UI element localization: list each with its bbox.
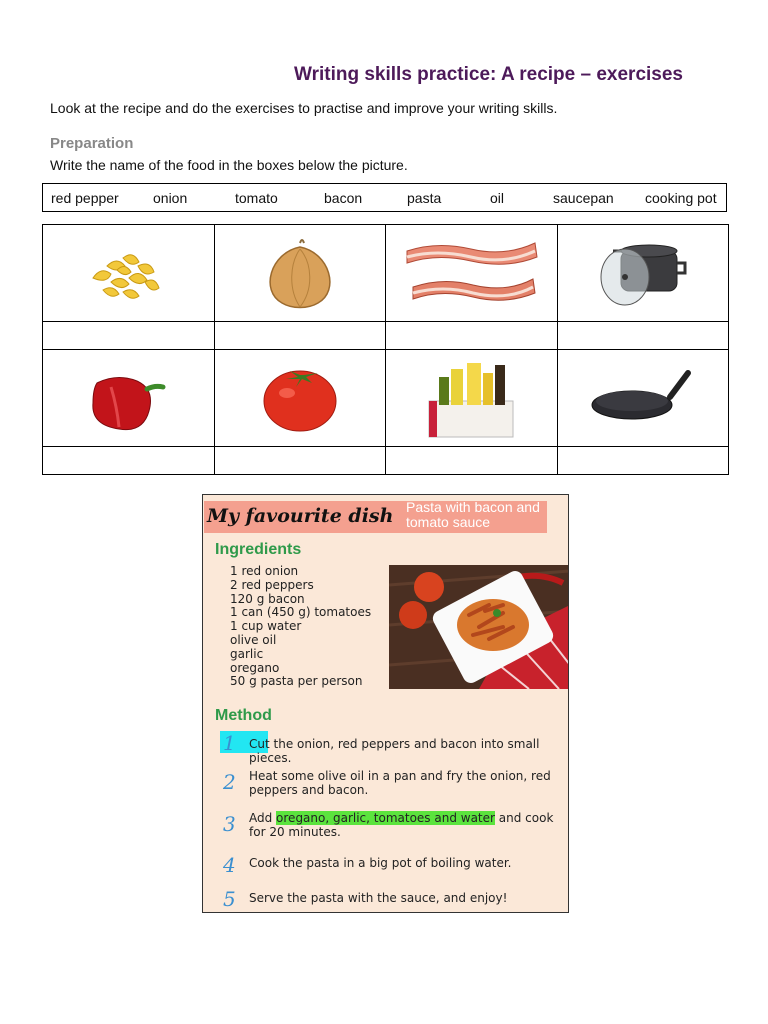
saucepan-picture [557, 350, 729, 447]
bacon-picture [386, 225, 558, 322]
intro-text: Look at the recipe and do the exercises to practise and improve your writing skills. [50, 100, 558, 116]
step-highlight-text: Cut [249, 737, 270, 751]
ingredient-item: olive oil [230, 632, 277, 647]
step-number-1: 1 [223, 731, 236, 755]
step-number-2: 2 [223, 770, 236, 794]
method-step-5: Serve the pasta with the sauce, and enjoy! [249, 891, 508, 905]
recipe-heading: My favourite dish [207, 505, 394, 527]
word-red-pepper: red pepper [51, 190, 119, 206]
section-heading: Preparation [50, 135, 134, 152]
word-bank [42, 183, 727, 212]
tomato-picture [214, 350, 386, 447]
answer-box[interactable] [214, 322, 386, 350]
step-highlight-text: oregano, garlic, tomatoes and water [276, 811, 495, 825]
instruction-text: Write the name of the food in the boxes below the picture. [50, 157, 408, 173]
step-text: Add [249, 811, 277, 825]
onion-picture [214, 225, 386, 322]
dish-name: Pasta with bacon and tomato sauce [406, 499, 540, 530]
recipe-card [202, 494, 569, 913]
word-pasta: pasta [407, 190, 442, 206]
word-onion: onion [153, 190, 188, 206]
method-heading: Method [215, 707, 272, 724]
oil-picture [386, 350, 558, 447]
ingredient-item: oregano [230, 660, 280, 675]
answer-box[interactable] [386, 447, 558, 475]
step-text: the onion, red peppers and bacon into small pieces. [249, 737, 540, 765]
ingredients-heading: Ingredients [215, 541, 302, 558]
ingredient-item: 2 red peppers [230, 577, 314, 592]
answer-box[interactable] [386, 322, 558, 350]
ingredient-item: 1 red onion [230, 564, 299, 578]
method-step-2: Heat some olive oil in a pan and fry the onion, red peppers and bacon. [249, 769, 551, 797]
method-step-4: Cook the pasta in a big pot of boiling water. [249, 856, 512, 870]
page-title: Writing skills practice: A recipe – exercises [294, 64, 683, 85]
word-cooking-pot: cooking pot [645, 190, 717, 206]
step-text: and cook for 20 minutes. [249, 811, 554, 839]
picture-grid [42, 224, 729, 475]
pasta-picture [43, 225, 215, 322]
answer-box[interactable] [557, 322, 729, 350]
method-step-1 [249, 737, 564, 765]
word-saucepan: saucepan [553, 190, 614, 206]
pasta-dish-photo [389, 565, 569, 689]
word-bacon: bacon [324, 190, 363, 206]
cooking-pot-picture [557, 225, 729, 322]
ingredient-item: 1 cup water [230, 619, 302, 634]
answer-box[interactable] [43, 447, 215, 475]
step-number-5: 5 [223, 887, 236, 911]
ingredient-item: 120 g bacon [230, 591, 305, 606]
ingredients-list [230, 565, 371, 689]
step-number-3: 3 [223, 812, 236, 836]
ingredient-item: garlic [230, 646, 264, 661]
ingredient-item: 50 g pasta per person [230, 674, 363, 689]
word-oil: oil [490, 190, 505, 206]
step-number-4: 4 [223, 853, 236, 877]
answer-box[interactable] [557, 447, 729, 475]
red-pepper-picture [43, 350, 215, 447]
ingredient-item: 1 can (450 g) tomatoes [230, 605, 372, 620]
method-step-3 [249, 811, 564, 839]
answer-box[interactable] [43, 322, 215, 350]
word-tomato: tomato [235, 190, 278, 206]
answer-box[interactable] [214, 447, 386, 475]
